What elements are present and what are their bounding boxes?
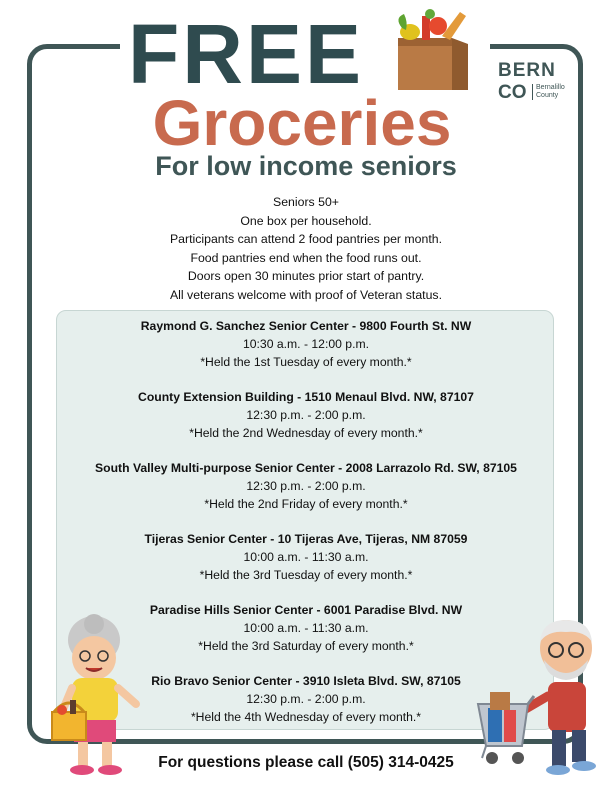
location-schedule: *Held the 3rd Saturday of every month.* — [198, 639, 414, 654]
location-name: Tijeras Senior Center - 10 Tijeras Ave, Tijeras, NM 87059 — [144, 532, 468, 546]
title-free: FREE — [128, 7, 365, 101]
logo-text-co: CO — [498, 82, 527, 103]
intro-line: All veterans welcome with proof of Veteran status. — [169, 287, 443, 302]
location-time: 10:30 a.m. - 12:00 p.m. — [242, 337, 369, 352]
intro-block — [120, 193, 492, 305]
location-item — [60, 317, 552, 372]
location-name: South Valley Multi-purpose Senior Center - 2008 Larrazolo Rd. SW, 87105 — [95, 461, 517, 475]
intro-line: Food pantries end when the food runs out. — [190, 250, 422, 265]
location-time: 12:30 p.m. - 2:00 p.m. — [246, 479, 366, 494]
location-name: Raymond G. Sanchez Senior Center - 9800 Fourth St. NW — [140, 319, 472, 333]
location-name: Paradise Hills Senior Center - 6001 Paradise Blvd. NW — [149, 603, 463, 617]
intro-line: Seniors 50+ — [273, 195, 339, 209]
location-item — [60, 530, 552, 585]
location-schedule: *Held the 4th Wednesday of every month.* — [190, 710, 422, 725]
location-time: 10:00 a.m. - 11:30 a.m. — [243, 550, 369, 565]
subtitle: For low income seniors — [155, 151, 457, 181]
location-name: Rio Bravo Senior Center - 3910 Isleta Blvd. SW, 87105 — [151, 674, 461, 688]
bernco-logo — [494, 58, 570, 104]
logo-county-line1: Bernalillo — [536, 84, 565, 91]
grocery-bag-icon — [384, 8, 476, 92]
location-time: 12:30 p.m. - 2:00 p.m. — [246, 692, 366, 707]
location-schedule: *Held the 1st Tuesday of every month.* — [200, 355, 412, 370]
intro-line: One box per household. — [240, 213, 372, 228]
logo-county-line2: County — [536, 92, 559, 99]
location-schedule: *Held the 2nd Wednesday of every month.* — [189, 426, 423, 441]
location-time: 12:30 p.m. - 2:00 p.m. — [246, 408, 366, 423]
location-item — [60, 459, 552, 514]
logo-county — [532, 84, 565, 100]
location-item — [60, 388, 552, 443]
location-time: 10:00 a.m. - 11:30 a.m. — [243, 621, 369, 636]
footer-contact: For questions please call (505) 314-0425 — [158, 754, 454, 771]
intro-line: Doors open 30 minutes prior start of pantry. — [187, 269, 425, 284]
location-schedule: *Held the 2nd Friday of every month.* — [204, 497, 408, 512]
title-groceries: Groceries — [152, 87, 452, 159]
location-schedule: *Held the 3rd Tuesday of every month.* — [199, 568, 413, 583]
location-name: County Extension Building - 1510 Menaul Blvd. NW, 87107 — [138, 390, 474, 404]
intro-line: Participants can attend 2 food pantries per month. — [169, 232, 443, 247]
logo-text-bern: BERN — [498, 60, 556, 81]
